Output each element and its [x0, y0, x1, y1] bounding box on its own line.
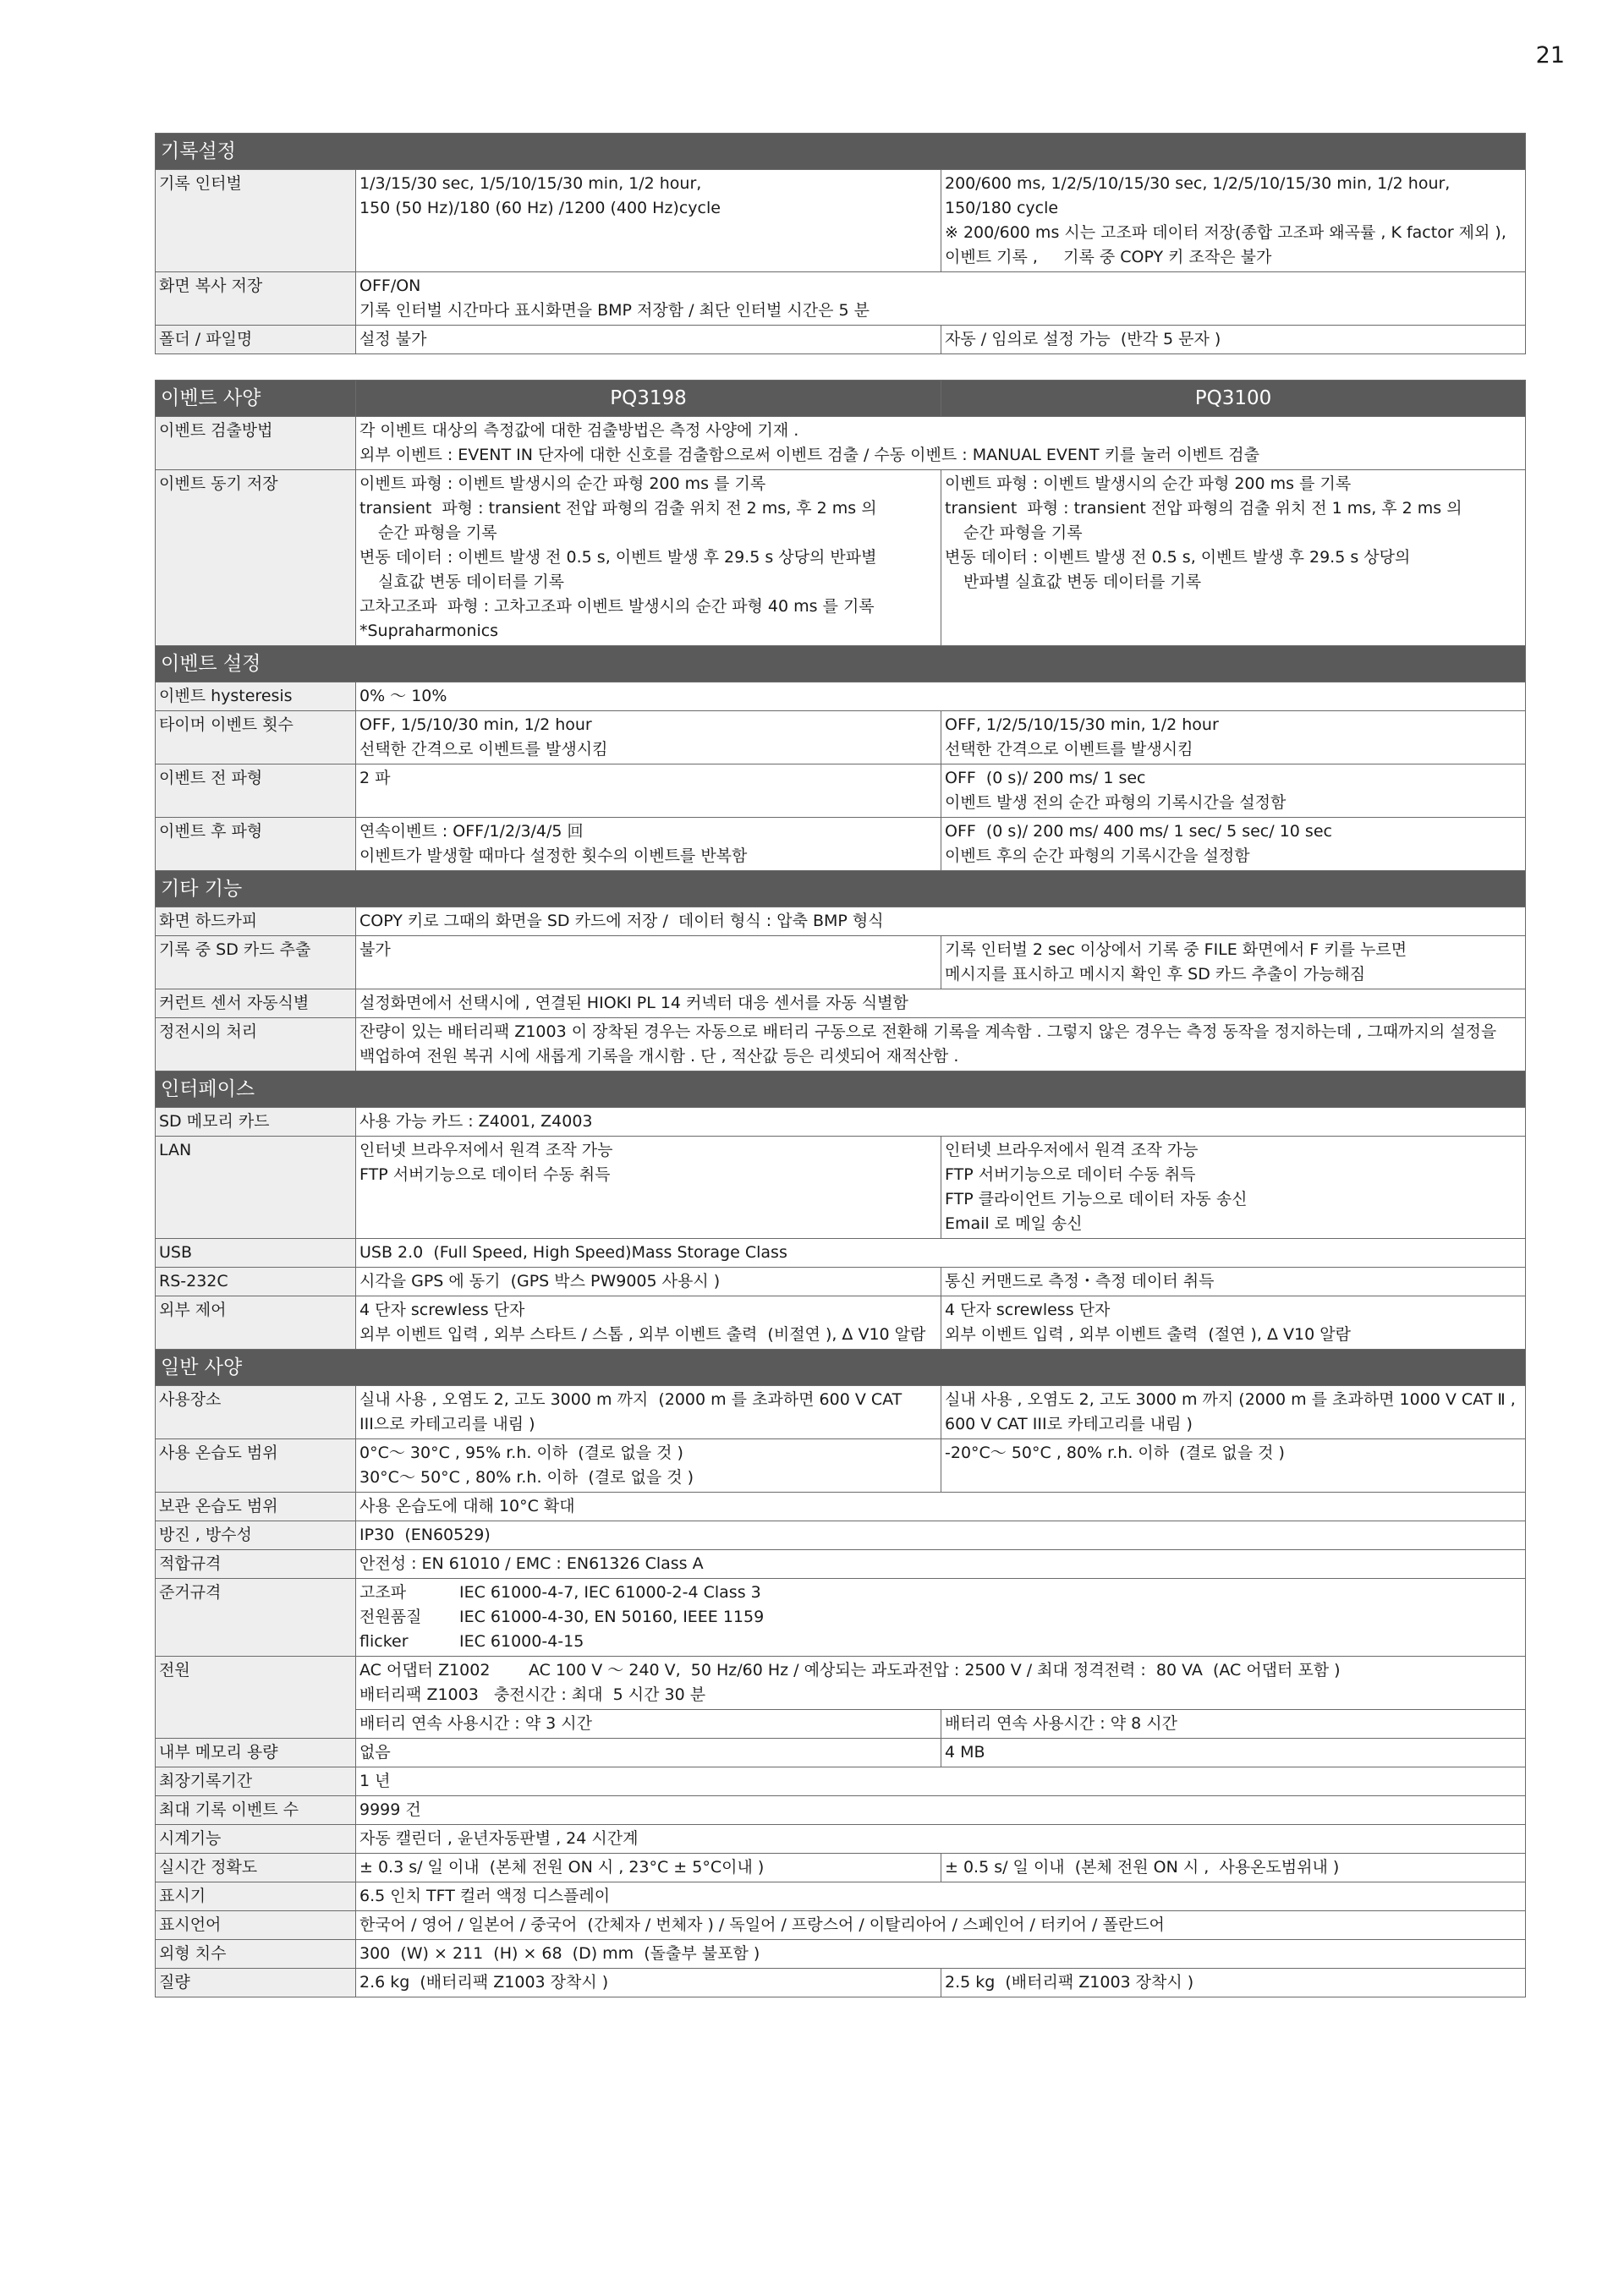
- cell-pq3198: 4 단자 screwless 단자 외부 이벤트 입력 , 외부 스타트 / 스톱 , 외부 이벤트 출력 (비절연 ), Δ V10 알람: [356, 1296, 941, 1350]
- row-label: 이벤트 검출방법: [156, 417, 356, 470]
- text-line: transient 파형 : transient 전압 파형의 검출 위치 전 2 ms, 후 2 ms 의: [359, 499, 877, 518]
- cell-pq3198: 인터넷 브라우저에서 원격 조작 가능 FTP 서버기능으로 데이터 수동 취득: [356, 1137, 941, 1239]
- cell-shared: 사용 온습도에 대해 10°C 확대: [356, 1493, 1526, 1521]
- cell-pq3198: 연속이벤트 : OFF/1/2/3/4/5 回 이벤트가 발생할 때마다 설정한 횟수의 이벤트를 반복함: [356, 818, 941, 871]
- table-row: [156, 1137, 1526, 1239]
- table-row: [156, 764, 1526, 818]
- table-row: [156, 1969, 1526, 1997]
- cell-pq3100: 200/600 ms, 1/2/5/10/15/30 sec, 1/2/5/10/15/30 min, 1/2 hour, 150/180 cycle ※ 200/600 ms 시는 고조파 데이터 저장(종합 고조파 왜곡률 , K factor 제외 ), 이벤트 기록 , 기록 중 COPY 키 조작은 불가: [941, 170, 1526, 272]
- cell-pq3198: 배터리 연속 사용시간 : 약 3 시간: [356, 1710, 941, 1739]
- table-row: [156, 1882, 1526, 1911]
- cell-pq3100: 4 단자 screwless 단자 외부 이벤트 입력 , 외부 이벤트 출력 (절연 ), Δ V10 알람: [941, 1296, 1526, 1350]
- cell-pq3100: ± 0.5 s/ 일 이내 (본체 전원 ON 시 , 사용온도범위내 ): [941, 1854, 1526, 1882]
- adapter-name: AC 어댑터 Z1002: [359, 1661, 491, 1680]
- row-label: 최장기록기간: [156, 1767, 356, 1796]
- row-label: 커런트 센서 자동식별: [156, 989, 356, 1018]
- cell-pq3100: 기록 인터벌 2 sec 이상에서 기록 중 FILE 화면에서 F 키를 누르면 메시지를 표시하고 메시지 확인 후 SD 카드 추출이 가능해짐: [941, 936, 1526, 989]
- table-row: [156, 170, 1526, 272]
- row-label: RS-232C: [156, 1268, 356, 1296]
- table-row: [156, 1657, 1526, 1710]
- table-row: [156, 1018, 1526, 1071]
- table-row: [156, 1739, 1526, 1767]
- cell-shared: IP30 (EN60529): [356, 1521, 1526, 1550]
- text-line: 순간 파형을 기록: [963, 523, 1083, 542]
- cell-pq3100: 인터넷 브라우저에서 원격 조작 가능 FTP 서버기능으로 데이터 수동 취득 FTP 클라이언트 기능으로 데이터 자동 송신 Email 로 메일 송신: [941, 1137, 1526, 1239]
- row-label: 전원: [156, 1657, 356, 1739]
- table-row: [156, 1854, 1526, 1882]
- row-label: 화면 하드카피: [156, 907, 356, 936]
- section-title: 기타 기능: [156, 871, 1526, 907]
- row-label: 실시간 정확도: [156, 1854, 356, 1882]
- standard-name: 고조파: [359, 1583, 407, 1602]
- row-label: 타이머 이벤트 횟수: [156, 711, 356, 764]
- row-label: 질량: [156, 1969, 356, 1997]
- row-label: 이벤트 hysteresis: [156, 682, 356, 711]
- standard-name: flicker: [359, 1632, 409, 1651]
- text-line: 순간 파형을 기록: [378, 523, 497, 542]
- section-title: 이벤트 설정: [156, 646, 1526, 682]
- table-row: [156, 1550, 1526, 1579]
- row-label: 시계기능: [156, 1825, 356, 1854]
- text-line: 이벤트 파형 : 이벤트 발생시의 순간 파형 200 ms 를 기록: [945, 474, 1352, 493]
- row-label: 사용장소: [156, 1386, 356, 1439]
- text-line: *Supraharmonics: [359, 622, 499, 640]
- cell-pq3198: 설정 불가: [356, 326, 941, 354]
- row-label: 기록 인터벌: [156, 170, 356, 272]
- standard-value: IEC 61000-4-7, IEC 61000-2-4 Class 3: [459, 1583, 761, 1602]
- cell-shared: 9999 건: [356, 1796, 1526, 1825]
- cell-shared: 설정화면에서 선택시에 , 연결된 HIOKI PL 14 커넥터 대응 센서를 자동 식별함: [356, 989, 1526, 1018]
- row-label: 표시기: [156, 1882, 356, 1911]
- cell-pq3100: OFF, 1/2/5/10/15/30 min, 1/2 hour 선택한 간격으로 이벤트를 발생시킴: [941, 711, 1526, 764]
- table-row: [156, 711, 1526, 764]
- cell-shared: 300 (W) × 211 (H) × 68 (D) mm (돌출부 불포함 ): [356, 1940, 1526, 1969]
- table-row: [156, 1911, 1526, 1940]
- table-row: [156, 1579, 1526, 1657]
- row-label: 정전시의 처리: [156, 1018, 356, 1071]
- table-row: [156, 1767, 1526, 1796]
- cell-pq3198: [356, 470, 941, 646]
- recording-settings-table: [155, 133, 1526, 354]
- section-title: 인터페이스: [156, 1071, 1526, 1108]
- cell-pq3198: OFF, 1/5/10/30 min, 1/2 hour 선택한 간격으로 이벤트를 발생시킴: [356, 711, 941, 764]
- standard-value: IEC 61000-4-30, EN 50160, IEEE 1159: [459, 1608, 765, 1626]
- cell-pq3198: 1/3/15/30 sec, 1/5/10/15/30 min, 1/2 hour, 150 (50 Hz)/180 (60 Hz) /1200 (400 Hz)cycle: [356, 170, 941, 272]
- cell-shared: OFF/ON 기록 인터벌 시간마다 표시화면을 BMP 저장함 / 최단 인터벌 시간은 5 분: [356, 272, 1526, 326]
- cell-shared: 6.5 인치 TFT 컬러 액정 디스플레이: [356, 1882, 1526, 1911]
- column-header-pq3100: PQ3100: [941, 381, 1526, 417]
- row-label: 기록 중 SD 카드 추출: [156, 936, 356, 989]
- row-label: USB: [156, 1239, 356, 1268]
- row-label: 폴더 / 파일명: [156, 326, 356, 354]
- table-row: [156, 1521, 1526, 1550]
- row-label: 이벤트 전 파형: [156, 764, 356, 818]
- cell-pq3198: 실내 사용 , 오염도 2, 고도 3000 m 까지 (2000 m 를 초과하면 600 V CAT III으로 카테고리를 내림 ): [356, 1386, 941, 1439]
- cell-shared: 한국어 / 영어 / 일본어 / 중국어 (간체자 / 번체자 ) / 독일어 / 프랑스어 / 이탈리아어 / 스페인어 / 터키어 / 폴란드어: [356, 1911, 1526, 1940]
- cell-shared: 0% ～ 10%: [356, 682, 1526, 711]
- cell-pq3198: 0°C～ 30°C , 95% r.h. 이하 (결로 없을 것 ) 30°C～ 50°C , 80% r.h. 이하 (결로 없을 것 ): [356, 1439, 941, 1493]
- table-row: [156, 1296, 1526, 1350]
- cell-shared: 안전성 : EN 61010 / EMC : EN61326 Class A: [356, 1550, 1526, 1579]
- cell-shared: 1 년: [356, 1767, 1526, 1796]
- cell-pq3198: 2 파: [356, 764, 941, 818]
- table-row: [156, 470, 1526, 646]
- table-row: [156, 1493, 1526, 1521]
- row-label: 사용 온습도 범위: [156, 1439, 356, 1493]
- cell-shared: COPY 키로 그때의 화면을 SD 카드에 저장 / 데이터 형식 : 압축 BMP 형식: [356, 907, 1526, 936]
- page-number: 21: [1535, 42, 1565, 68]
- table-row: [156, 682, 1526, 711]
- table-row: [156, 1108, 1526, 1137]
- cell-pq3100: OFF (0 s)/ 200 ms/ 400 ms/ 1 sec/ 5 sec/ 10 sec 이벤트 후의 순간 파형의 기록시간을 설정함: [941, 818, 1526, 871]
- row-label: SD 메모리 카드: [156, 1108, 356, 1137]
- table-row: [156, 1825, 1526, 1854]
- table-row: [156, 272, 1526, 326]
- column-header-pq3198: PQ3198: [356, 381, 941, 417]
- text-line: 변동 데이터 : 이벤트 발생 전 0.5 s, 이벤트 발생 후 29.5 s 상당의: [945, 548, 1411, 567]
- table-row: [156, 989, 1526, 1018]
- row-label: LAN: [156, 1137, 356, 1239]
- row-label: 방진 , 방수성: [156, 1521, 356, 1550]
- cell-shared: 자동 캘린더 , 윤년자동판별 , 24 시간계: [356, 1825, 1526, 1854]
- text-line: 반파별 실효값 변동 데이터를 기록: [963, 573, 1202, 591]
- text-line: 이벤트 파형 : 이벤트 발생시의 순간 파형 200 ms 를 기록: [359, 474, 766, 493]
- table-row: [156, 1796, 1526, 1825]
- text-line: 고차고조파 파형 : 고차고조파 이벤트 발생시의 순간 파형 40 ms 를 기록: [359, 597, 875, 616]
- table-row: [156, 417, 1526, 470]
- standard-value: IEC 61000-4-15: [459, 1632, 584, 1651]
- row-label: 외부 제어: [156, 1296, 356, 1350]
- cell-pq3198: 시각을 GPS 에 동기 (GPS 박스 PW9005 사용시 ): [356, 1268, 941, 1296]
- cell-shared: 잔량이 있는 배터리팩 Z1003 이 장착된 경우는 자동으로 배터리 구동으로 전환해 기록을 계속함 . 그렇지 않은 경우는 측정 동작을 정지하는데 , 그때까지의 설정을 백업하여 전원 복귀 시에 새롭게 기록을 개시함 . 단 , 적산값 등은 리셋되어 재적산함 .: [356, 1018, 1526, 1071]
- cell-pq3198: 불가: [356, 936, 941, 989]
- row-label: 외형 치수: [156, 1940, 356, 1969]
- row-label: 최대 기록 이벤트 수: [156, 1796, 356, 1825]
- cell-pq3100: OFF (0 s)/ 200 ms/ 1 sec 이벤트 발생 전의 순간 파형의 기록시간을 설정함: [941, 764, 1526, 818]
- text-line: 변동 데이터 : 이벤트 발생 전 0.5 s, 이벤트 발생 후 29.5 s 상당의 반파별: [359, 548, 877, 567]
- table-row: [156, 326, 1526, 354]
- row-label: 화면 복사 저장: [156, 272, 356, 326]
- spec-sheet: [155, 133, 1525, 1997]
- table-row: [156, 818, 1526, 871]
- cell-shared: [356, 1579, 1526, 1657]
- table-row: [156, 1439, 1526, 1493]
- table-row: [156, 1239, 1526, 1268]
- cell-pq3100: 실내 사용 , 오염도 2, 고도 3000 m 까지 (2000 m 를 초과하면 1000 V CAT Ⅱ , 600 V CAT III로 카테고리를 내림 ): [941, 1386, 1526, 1439]
- table-row: [156, 936, 1526, 989]
- cell-pq3100: 4 MB: [941, 1739, 1526, 1767]
- table-row: [156, 1940, 1526, 1969]
- cell-shared: 각 이벤트 대상의 측정값에 대한 검출방법은 측정 사양에 기재 . 외부 이벤트 : EVENT IN 단자에 대한 신호를 검출함으로써 이벤트 검출 / 수동 이벤트 : MANUAL EVENT 키를 눌러 이벤트 검출: [356, 417, 1526, 470]
- cell-pq3100: 배터리 연속 사용시간 : 약 8 시간: [941, 1710, 1526, 1739]
- cell-pq3100: [941, 470, 1526, 646]
- cell-shared: [356, 1657, 1526, 1710]
- cell-pq3198: 2.6 kg (배터리팩 Z1003 장착시 ): [356, 1969, 941, 1997]
- row-label: 이벤트 동기 저장: [156, 470, 356, 646]
- section-title: 기록설정: [156, 134, 1526, 170]
- cell-shared: USB 2.0 (Full Speed, High Speed)Mass Storage Class: [356, 1239, 1526, 1268]
- table-row: [156, 1386, 1526, 1439]
- table-row: [156, 1268, 1526, 1296]
- cell-pq3100: 통신 커맨드로 측정・측정 데이터 취득: [941, 1268, 1526, 1296]
- row-label: 표시언어: [156, 1911, 356, 1940]
- cell-pq3100: 자동 / 임의로 설정 가능 (반각 5 문자 ): [941, 326, 1526, 354]
- cell-pq3198: 없음: [356, 1739, 941, 1767]
- cell-pq3100: -20°C～ 50°C , 80% r.h. 이하 (결로 없을 것 ): [941, 1439, 1526, 1493]
- cell-shared: 사용 가능 카드 : Z4001, Z4003: [356, 1108, 1526, 1137]
- table-row: [156, 907, 1526, 936]
- row-label: 내부 메모리 용량: [156, 1739, 356, 1767]
- section-title: 이벤트 사양: [156, 381, 356, 417]
- row-label: 적합규격: [156, 1550, 356, 1579]
- text-line: 실효값 변동 데이터를 기록: [378, 573, 565, 591]
- adapter-value: AC 100 V ～ 240 V, 50 Hz/60 Hz / 예상되는 과도과전압 : 2500 V / 최대 정격전력 : 80 VA (AC 어댑터 포함 ): [529, 1661, 1341, 1680]
- row-label: 이벤트 후 파형: [156, 818, 356, 871]
- table-row: [156, 1710, 1526, 1739]
- spec-table: [155, 380, 1526, 1997]
- cell-pq3198: ± 0.3 s/ 일 이내 (본체 전원 ON 시 , 23°C ± 5°C이내 ): [356, 1854, 941, 1882]
- text-line: transient 파형 : transient 전압 파형의 검출 위치 전 1 ms, 후 2 ms 의: [945, 499, 1462, 518]
- row-label: 준거규격: [156, 1579, 356, 1657]
- section-title: 일반 사양: [156, 1350, 1526, 1386]
- row-label: 보관 온습도 범위: [156, 1493, 356, 1521]
- standard-name: 전원품질: [359, 1608, 422, 1626]
- cell-pq3100: 2.5 kg (배터리팩 Z1003 장착시 ): [941, 1969, 1526, 1997]
- battery-line: 배터리팩 Z1003 충전시간 : 최대 5 시간 30 분: [359, 1685, 706, 1704]
